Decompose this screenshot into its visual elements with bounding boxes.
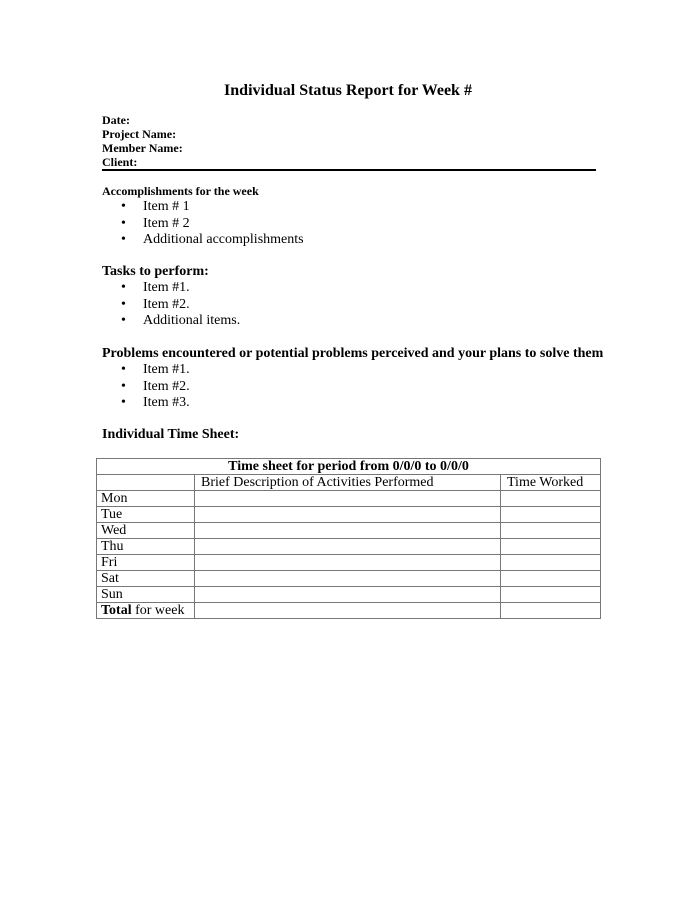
description-cell[interactable]: [195, 587, 501, 603]
bullet-icon: •: [121, 296, 126, 312]
tasks-heading: Tasks to perform:: [102, 264, 209, 279]
time-cell[interactable]: [501, 587, 601, 603]
report-meta-fields: [102, 113, 596, 171]
description-cell[interactable]: [195, 523, 501, 539]
bullet-icon: •: [121, 395, 126, 410]
table-header-row: [97, 475, 601, 491]
day-cell: Mon: [97, 491, 195, 507]
total-label-rest: for week: [131, 603, 185, 618]
list-item: • Item #1.: [121, 280, 190, 295]
client-label: Client:: [102, 155, 138, 169]
page-title: Individual Status Report for Week #: [224, 82, 472, 99]
day-cell: Sun: [97, 587, 195, 603]
list-item: • Item # 2: [121, 215, 190, 231]
bullet-icon: •: [121, 362, 126, 377]
table-caption-row: [97, 459, 601, 475]
list-item: • Item # 1: [121, 199, 190, 214]
time-cell[interactable]: [501, 491, 601, 507]
description-cell[interactable]: [195, 491, 501, 507]
table-row: [97, 587, 601, 603]
list-item: • Item #2.: [121, 296, 190, 312]
table-row: [97, 571, 601, 587]
day-cell: Fri: [97, 555, 195, 571]
time-cell[interactable]: [501, 523, 601, 539]
problems-list: [102, 362, 662, 412]
bullet-icon: •: [121, 280, 126, 295]
column-header-day: [97, 475, 195, 491]
timesheet-heading: Individual Time Sheet:: [102, 427, 240, 442]
total-label-cell: [97, 603, 195, 619]
bullet-icon: •: [121, 378, 126, 394]
table-row: [97, 507, 601, 523]
list-item: • Additional accomplishments: [121, 232, 304, 247]
time-cell[interactable]: [501, 507, 601, 523]
timesheet-table: [96, 458, 601, 619]
accomplishments-list: [102, 199, 622, 249]
list-item: • Item #2.: [121, 378, 190, 394]
accomplishments-heading: Accomplishments for the week: [102, 184, 259, 198]
table-caption: Time sheet for period from 0/0/0 to 0/0/0: [97, 459, 601, 475]
table-row: [97, 539, 601, 555]
accomplishments-section: [102, 183, 622, 249]
time-cell[interactable]: [501, 539, 601, 555]
problems-section: [102, 346, 662, 412]
list-item: • Item #3.: [121, 395, 190, 410]
bullet-icon: •: [121, 215, 126, 231]
day-cell: Sat: [97, 571, 195, 587]
time-cell[interactable]: [501, 571, 601, 587]
column-header-description: Brief Description of Activities Performed: [195, 475, 501, 491]
description-cell[interactable]: [195, 507, 501, 523]
column-header-time: Time Worked: [501, 475, 601, 491]
tasks-list: [102, 280, 622, 330]
description-cell[interactable]: [195, 539, 501, 555]
bullet-icon: •: [121, 232, 126, 247]
table-row: [97, 491, 601, 507]
total-description-cell[interactable]: [195, 603, 501, 619]
problems-heading: Problems encountered or potential problems perceived and your plans to solve them: [102, 346, 604, 361]
timesheet-section: [102, 427, 622, 443]
bullet-icon: •: [121, 199, 126, 214]
day-cell: Tue: [97, 507, 195, 523]
list-item: • Item #1.: [121, 362, 190, 377]
description-cell[interactable]: [195, 555, 501, 571]
bullet-icon: •: [121, 313, 126, 328]
total-time-cell[interactable]: [501, 603, 601, 619]
day-cell: Wed: [97, 523, 195, 539]
description-cell[interactable]: [195, 571, 501, 587]
day-cell: Thu: [97, 539, 195, 555]
table-row: [97, 523, 601, 539]
tasks-section: [102, 264, 622, 330]
total-label-bold: Total: [101, 603, 132, 618]
project-name-label: Project Name:: [102, 127, 177, 141]
list-item: • Additional items.: [121, 313, 241, 328]
time-cell[interactable]: [501, 555, 601, 571]
member-name-label: Member Name:: [102, 141, 183, 155]
table-total-row: [97, 603, 601, 619]
table-row: [97, 555, 601, 571]
date-label: Date:: [102, 113, 130, 127]
